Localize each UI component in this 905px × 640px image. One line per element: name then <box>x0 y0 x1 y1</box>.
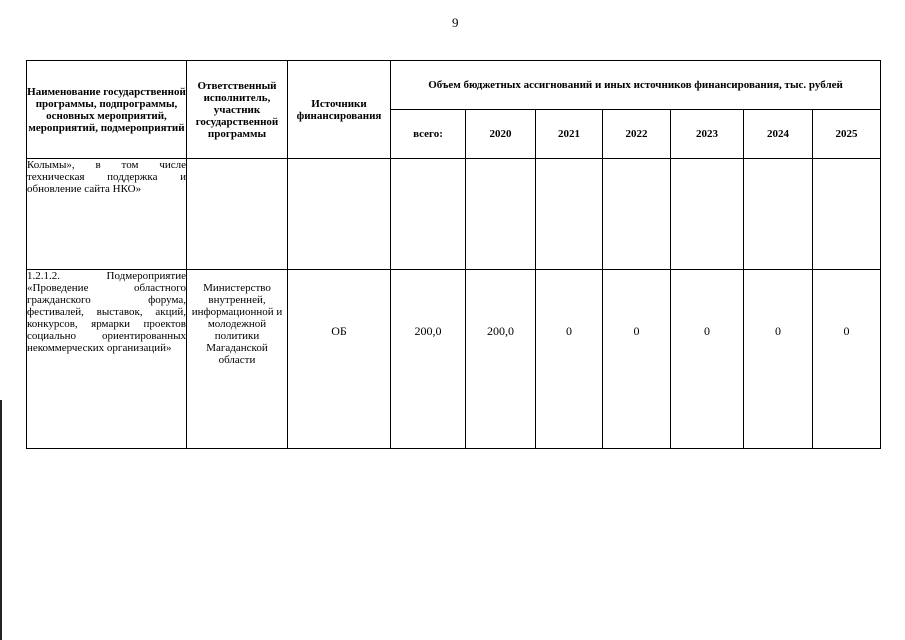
row-source: ОБ <box>288 270 391 449</box>
row-year-value <box>603 159 671 270</box>
header-name: Наименование государственной программы, подпрограммы, основных мероприятий, мероприятий, подмероприятий <box>27 61 187 159</box>
header-year: 2020 <box>466 110 536 159</box>
row-year-value: 0 <box>603 270 671 449</box>
row-year-value <box>671 159 744 270</box>
row-name: Колымы», в том числе техническая поддержка и обновление сайта НКО» <box>27 159 187 270</box>
header-total: всего: <box>391 110 466 159</box>
row-year-value: 0 <box>813 270 881 449</box>
row-year-value: 0 <box>671 270 744 449</box>
row-executor <box>187 159 288 270</box>
row-executor: Министерство внутренней, информационной и молодежной политики Магаданской области <box>187 270 288 449</box>
row-total: 200,0 <box>391 270 466 449</box>
page-number: 9 <box>452 15 459 30</box>
row-year-value <box>536 159 603 270</box>
table-row <box>27 159 881 270</box>
header-row-top <box>27 61 881 110</box>
row-name: 1.2.1.2. Подмероприятие «Проведение областного гражданского форума, фестивалей, выставок, акций, конкурсов, ярмарки проектов социально ориентированных некоммерческих организаций» <box>27 270 187 449</box>
header-year: 2024 <box>744 110 813 159</box>
row-year-value <box>813 159 881 270</box>
table-row <box>27 270 881 449</box>
header-year: 2023 <box>671 110 744 159</box>
scan-edge <box>0 400 2 640</box>
budget-table <box>26 60 881 449</box>
header-sources: Источники финансирования <box>288 61 391 159</box>
header-executor: Ответственный исполнитель, участник государственной программы <box>187 61 288 159</box>
header-year: 2025 <box>813 110 881 159</box>
row-year-value: 0 <box>744 270 813 449</box>
header-volume: Объем бюджетных ассигнований и иных источников финансирования, тыс. рублей <box>391 61 881 110</box>
row-year-value: 0 <box>536 270 603 449</box>
row-year-value <box>466 159 536 270</box>
row-source <box>288 159 391 270</box>
row-year-value: 200,0 <box>466 270 536 449</box>
header-year: 2022 <box>603 110 671 159</box>
header-year: 2021 <box>536 110 603 159</box>
row-year-value <box>744 159 813 270</box>
row-total <box>391 159 466 270</box>
